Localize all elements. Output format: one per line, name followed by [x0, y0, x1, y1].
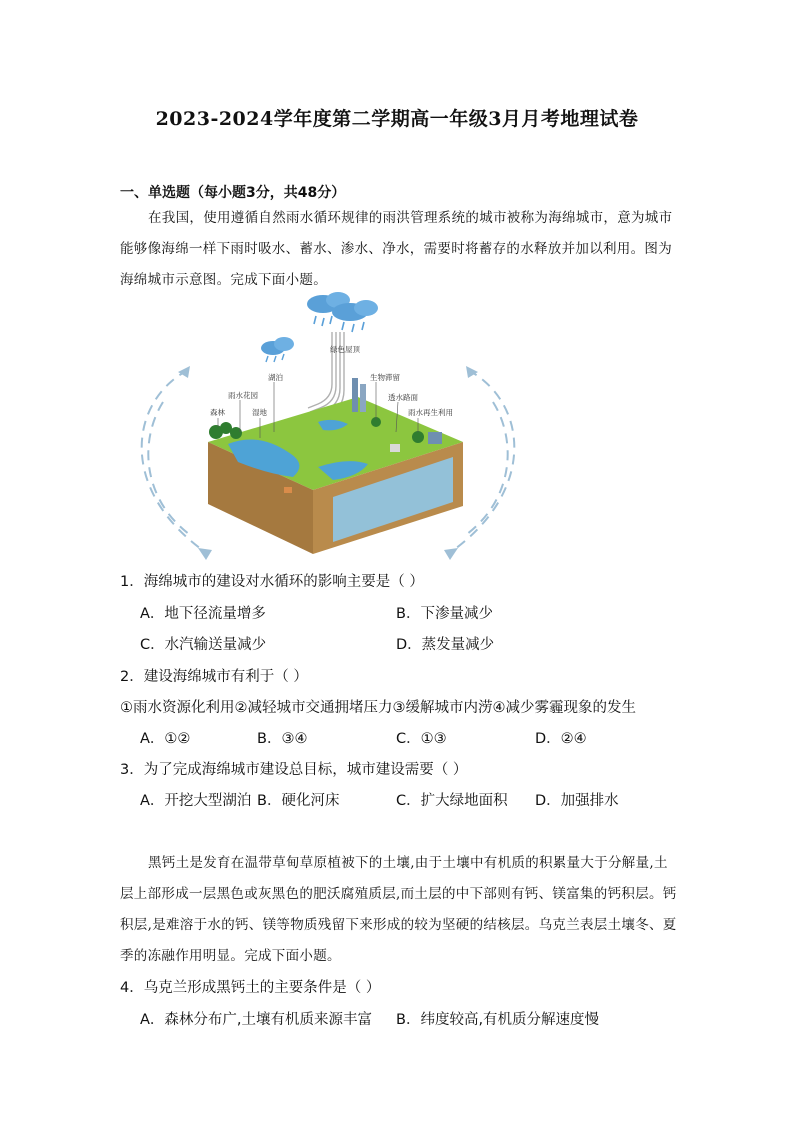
label-lake: 湖泊	[268, 373, 283, 382]
rain-cloud-icon	[261, 292, 378, 362]
section-heading: 一、单选题（每小题3分，共48分）	[120, 185, 346, 201]
land-block	[208, 378, 463, 554]
q2-option-a[interactable]: A．①②	[140, 731, 191, 747]
q2-option-b[interactable]: B．③④	[257, 731, 308, 747]
passage-black-soil: 黑钙土是发育在温带草甸草原植被下的土壤,由于土壤中有机质的积累量大于分解量,土层上部形成一层黑色或灰黑色的肥沃腐殖质层,而土层的中下部则有钙、镁富集的钙积层。钙积层,是难溶于水的钙、镁等物质残留下来形成的较为坚硬的结核层。乌克兰表层土壤冬、夏季的冻融作用明显。完成下面小题。	[120, 855, 677, 964]
question-1-stem: 1．海绵城市的建设对水循环的影响主要是（ ）	[120, 574, 424, 590]
q3-option-c[interactable]: C．扩大绿地面积	[396, 793, 508, 809]
q2-option-c[interactable]: C．①③	[396, 731, 447, 747]
label-permeable-pavement: 透水路面	[388, 393, 418, 402]
label-wetland: 湿地	[252, 408, 267, 417]
question-4-stem: 4．乌克兰形成黑钙土的主要条件是（ ）	[120, 980, 381, 996]
label-rainwater-reuse: 雨水再生利用	[408, 408, 453, 417]
label-bio-retention: 生物滞留	[370, 373, 400, 382]
q2-option-d[interactable]: D．②④	[535, 731, 587, 747]
q3-option-b[interactable]: B．硬化河床	[257, 793, 340, 809]
label-forest: 森林	[210, 408, 225, 417]
label-green-roof: 绿色屋顶	[330, 345, 360, 354]
q1-option-a[interactable]: A．地下径流量增多	[140, 606, 266, 622]
exam-title: 2023-2024学年度第二学期高一年级3月月考地理试卷	[155, 108, 639, 130]
sponge-city-figure	[118, 292, 538, 562]
q3-option-d[interactable]: D．加强排水	[535, 793, 619, 809]
q1-option-d[interactable]: D．蒸发量减少	[396, 637, 495, 653]
question-3-stem: 3．为了完成海绵城市建设总目标，城市建设需要（ ）	[120, 762, 468, 778]
q1-option-c[interactable]: C．水汽输送量减少	[140, 637, 267, 653]
q4-option-a[interactable]: A．森林分布广,土壤有机质来源丰富	[140, 1012, 373, 1028]
label-rain-garden: 雨水花园	[228, 391, 258, 400]
q4-option-b[interactable]: B．纬度较高,有机质分解速度慢	[396, 1012, 600, 1028]
passage-sponge-city: 在我国，使用遵循自然雨水循环规律的雨洪管理系统的城市被称为海绵城市，意为城市能够像海绵一样下雨时吸水、蓄水、渗水、净水，需要时将蓄存的水释放并加以利用。图为海绵城市示意图。完成下面小题。	[120, 210, 673, 288]
question-2-stem: 2．建设海绵城市有利于（ ）	[120, 669, 308, 685]
question-2-items: ①雨水资源化利用②减轻城市交通拥堵压力③缓解城市内涝④减少雾霾现象的发生	[120, 700, 636, 716]
q1-option-b[interactable]: B．下渗量减少	[396, 606, 493, 622]
q3-option-a[interactable]: A．开挖大型湖泊	[140, 793, 252, 809]
